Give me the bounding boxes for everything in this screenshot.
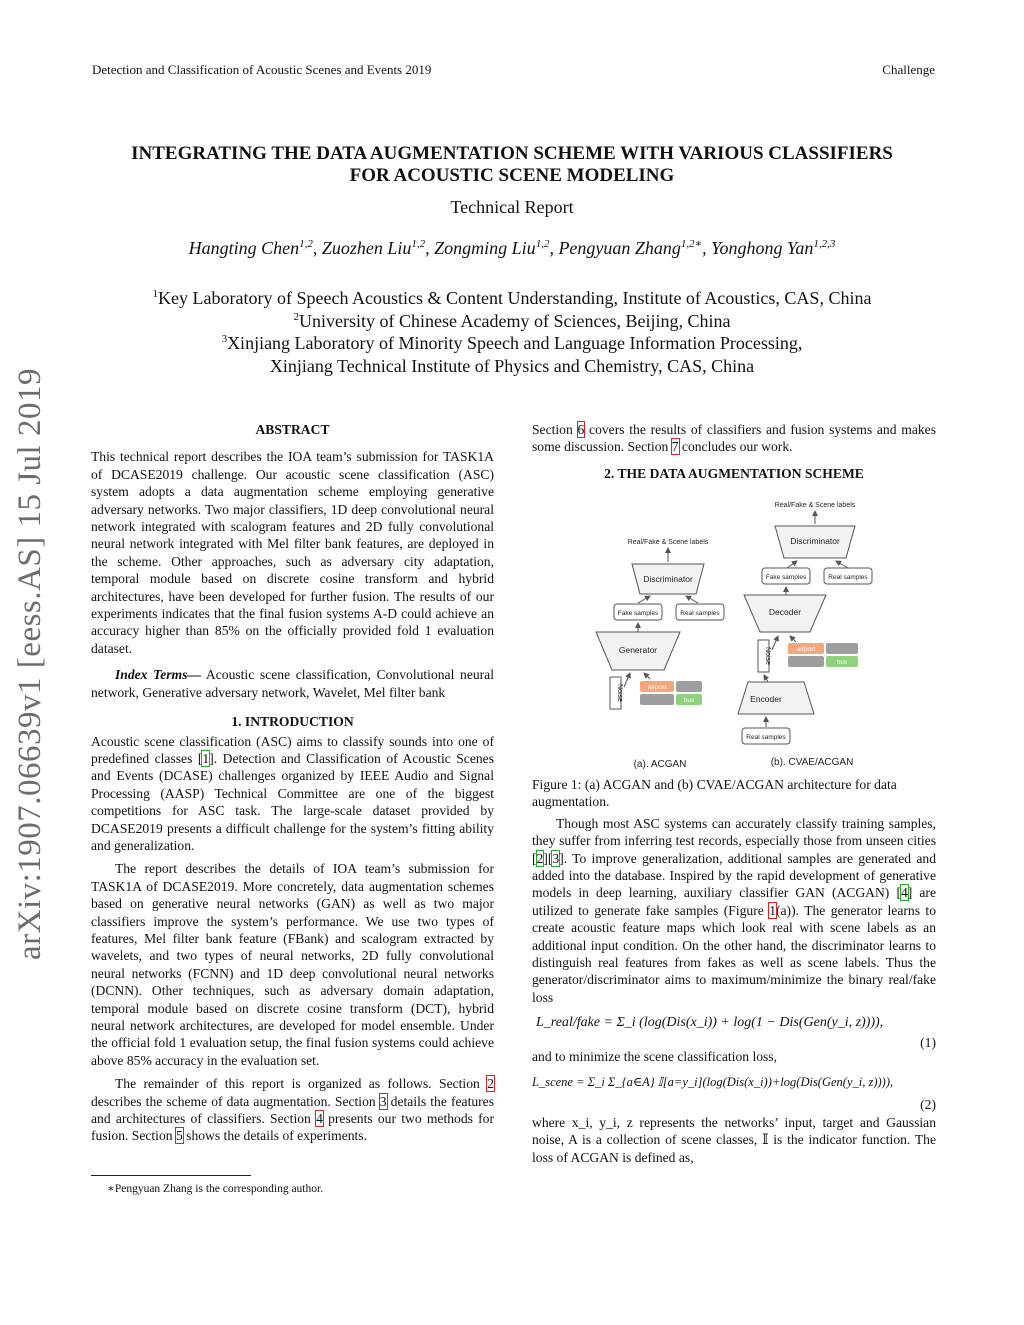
- title-line-1: INTEGRATING THE DATA AUGMENTATION SCHEME WITH VARIOUS CLASSIFIERS: [131, 143, 893, 164]
- affiliations: [0, 287, 1024, 377]
- citation-link[interactable]: 1: [202, 750, 210, 766]
- acgan-fake-samples-label: Fake samples: [617, 610, 659, 617]
- equation-1-number: (1): [920, 1035, 936, 1051]
- equation-2-row: [532, 1070, 936, 1114]
- section2-heading: 2. THE DATA AUGMENTATION SCHEME: [604, 465, 864, 481]
- running-header-left: Detection and Classification of Acoustic Scenes and Events 2019: [92, 62, 432, 77]
- cvae-real-samples-label: Real samples: [828, 574, 868, 581]
- author-sup: 1,2: [535, 238, 550, 250]
- author-list: Hangting Chen$^{1,2}$, Zuozhen Liu$^{1,2}$, Zongming Liu$^{1,2}$, Pengyuan Zhang$^{1,2∗}$, Yonghong Yan$^{1,2,3}$: [188, 238, 836, 258]
- cvae-arrow: [787, 561, 797, 568]
- section2-paragraph-2: and to minimize the scene classification loss,: [532, 1049, 777, 1065]
- affiliation-text: Key Laboratory of Speech Acoustics & Content Understanding, Institute of Acoustics, CAS, China: [158, 288, 872, 308]
- equation-2: L_scene = Σ_i Σ_{a∈A} 𝕀[a=y_i](log(Dis(x_i))+log(Dis(Gen(y_i, z)))),: [532, 1074, 894, 1089]
- footnote-text: Pengyuan Zhang is the corresponding author.: [114, 1183, 324, 1195]
- section-link[interactable]: 7: [671, 439, 679, 455]
- affiliation-text: Xinjiang Laboratory of Minority Speech and Language Information Processing,: [227, 333, 803, 353]
- affiliation-text: University of Chinese Academy of Sciences, Beijing, China: [299, 310, 731, 331]
- index-terms-label: Index Terms—: [115, 667, 201, 683]
- intro-paragraph-1: Acoustic scene classification (ASC) aims to classify sounds into one of predefined classes [1]. Detection and Classification of Acoustic Scenes and Events (DCASE) challenges organized by IEEE Audio and Signal Processing (AASP) Technical Committee are one of the biggest competitions for ASC task. The large-scale dataset provided by DCASE2019 presents a difficult challenge for the system’s fitting ability and generalization.: [91, 733, 494, 853]
- acgan-arrow: [644, 673, 650, 679]
- intro-paragraph-2: The report describes the details of IOA team’s submission for TASK1A of DCASE2019. More concretely, data augmentation schemes based on generative neural networks (GAN) as well as two major classifiers improve the system’s performance. We use two types of features, Mel filter bank feature (FBank) and scalogram extracted by wavelets, and two types of neural networks, 2D fully convolutional neural networks (FCNN) and 1D deep convolutional neural networks (DCNN). Other techniques, such as adversary domain adaptation, temporal module based on discrete cosine transform (DCT), hybrid neural network architectures, are developed for model ensemble. Under the official fold 1 evaluation setup, the final fusion systems could achieve above 85% accuracy in the evaluation set.: [91, 861, 494, 1068]
- author-sup: 1,2: [299, 238, 313, 250]
- affiliation-3b: Xinjiang Technical Institute of Physics and Chemistry, CAS, China: [269, 355, 755, 376]
- author-sup: 1,2: [411, 238, 426, 250]
- equation-1-row: [532, 1012, 936, 1051]
- arxiv-stamp: arXiv:1907.06639v1 [eess.AS] 15 Jul 2019: [12, 368, 48, 960]
- section-link[interactable]: 6: [577, 422, 585, 437]
- citation-link[interactable]: 2: [536, 850, 544, 866]
- cvae-discriminator-label: Discriminator: [790, 536, 840, 546]
- cvae-arrow: [772, 636, 778, 650]
- author-sup: 1,2,3: [813, 238, 836, 250]
- paper-title: [60, 143, 964, 187]
- affiliation-3: [0, 332, 1024, 355]
- affiliation-sup: 1: [152, 288, 159, 300]
- citation-link[interactable]: 4: [900, 885, 908, 901]
- author-name: Zongming Liu: [434, 238, 536, 258]
- author-name: Hangting Chen: [188, 238, 300, 258]
- section2-paragraph-3: where x_i, y_i, z represents the networks’ input, target and Gaussian noise, A is a collection of scene classes, 𝕀 is the indicator function. The loss of ACGAN is defined as,: [532, 1114, 936, 1165]
- cvae-arrow: [836, 561, 848, 568]
- acgan-grey-chip: [640, 694, 674, 705]
- acgan-discriminator-label: Discriminator: [643, 574, 693, 584]
- right-column-top: [532, 421, 936, 482]
- author-sup: 1,2∗: [680, 238, 703, 250]
- title-line-2: FOR ACOUSTIC SCENE MODELING: [349, 165, 675, 186]
- acgan-airport-label: airport: [647, 684, 667, 691]
- cvae-airport-label: airport: [796, 646, 816, 653]
- cvae-grey-chip: [788, 656, 824, 667]
- intro-paragraph-3: The remainder of this report is organized as follows. Section 2 describes the scheme of data augmentation. Section 3 details the features and architectures of classifiers. Section 4 presents our two methods for fusion. Section 5 shows the details of experiments.: [91, 1076, 494, 1144]
- report-type: Technical Report: [450, 197, 574, 217]
- running-header-right: Challenge: [882, 62, 935, 77]
- author-name: Zuozhen Liu: [321, 238, 412, 258]
- acgan-top-label: Real/Fake & Scene labels: [627, 539, 709, 546]
- abstract-heading: ABSTRACT: [255, 422, 330, 437]
- acgan-arrow: [624, 673, 630, 687]
- acgan-noise-label: Noise: [616, 684, 623, 702]
- figure-1: [532, 492, 936, 772]
- citation-link[interactable]: 3: [552, 850, 560, 866]
- author-name: Pengyuan Zhang: [558, 238, 681, 258]
- cvae-grey-chip: [826, 643, 858, 654]
- cvae-fake-samples-label: Fake samples: [765, 574, 807, 581]
- section-continuation: Section 6 covers the results of classifiers and fusion systems and makes some discussion. Section 7 concludes our work.: [532, 422, 936, 455]
- affiliation-sup: 3: [221, 333, 228, 345]
- intro-heading: 1. INTRODUCTION: [231, 714, 354, 730]
- cvae-top-label: Real/Fake & Scene labels: [774, 502, 856, 509]
- acgan-arrow: [686, 596, 698, 603]
- acgan-arrow: [638, 596, 650, 603]
- cvae-noise-label: Noise: [764, 647, 771, 665]
- section2-paragraph-1: Though most ASC systems can accurately classify training samples, they suffer from inferring test records, especially those from unseen cities [2][3]. To improve generalization, additional samples are generated and added into the database. Inspired by the rapid development of generative models in deep learning, auxiliary classifier GAN (ACGAN) [4] are utilized to generate fake samples (Figure 1(a)). The generator learns to create acoustic feature maps which look real with scene labels as an additional input condition. On the other hand, the discriminator learns to distinguish real features from fakes as well as scene labels. Thus the generator/discriminator aims to maximum/minimize the binary real/fake loss: [532, 815, 936, 1005]
- cvae-arrow: [790, 636, 796, 642]
- footnote: [107, 1181, 323, 1195]
- author-name: Yonghong Yan: [711, 238, 814, 258]
- right-column-body: [532, 776, 936, 1166]
- section-link[interactable]: 3: [379, 1093, 387, 1109]
- figure-link[interactable]: 1: [769, 902, 776, 918]
- acgan-real-samples-label: Real samples: [680, 610, 720, 617]
- affiliation-1: [0, 287, 1024, 310]
- affiliation-2: [0, 310, 1024, 333]
- acgan-bus-label: bus: [683, 697, 695, 704]
- footnote-symbol: ∗: [107, 1183, 115, 1195]
- acgan-generator-label: Generator: [618, 645, 658, 655]
- section-link[interactable]: 4: [316, 1111, 323, 1127]
- index-terms-text: Acoustic scene classification, Convolutional neural network, Generative adversary network, Wavelet, Mel filter bank: [91, 667, 494, 700]
- acgan-caption: (a). ACGAN: [633, 759, 687, 770]
- figure-1-caption: Figure 1: (a) ACGAN and (b) CVAE/ACGAN architecture for data augmentation.: [532, 777, 897, 810]
- equation-2-number: (2): [920, 1096, 936, 1112]
- section-link[interactable]: 5: [175, 1128, 183, 1144]
- acgan-grey-chip: [676, 681, 702, 692]
- footnote-rule: [91, 1175, 251, 1176]
- section-link[interactable]: 2: [487, 1076, 494, 1092]
- left-column: [91, 421, 494, 1145]
- equation-1: L_real/fake = Σ_i (log(Dis(x_i)) + log(1 − Dis(Gen(y_i, z)))),: [536, 1015, 884, 1031]
- cvae-real-samples-bottom-label: Real samples: [746, 734, 786, 741]
- affiliation-sup: 2: [293, 310, 300, 323]
- cvae-encoder-label: Encoder: [750, 694, 782, 704]
- cvae-bus-label: bus: [836, 659, 848, 666]
- abstract-text: This technical report describes the IOA team’s submission for TASK1A of DCASE2019 challenge. Our acoustic scene classification (ASC) system adopts a data augmentation scheme employing generative adversary networks. Two major classifiers, 1D deep convolutional neural network integrated with scalogram features and 2D fully convolutional neural network integrated with Mel filter bank features, are deployed in the scheme. Other approaches, such as adversary city adaptation, temporal module based on discrete cosine transform and hybrid architectures, have been developed for further fusion. The results of our experiments indicates that the final fusion systems A-D could achieve an accuracy higher than 85% on the officially provided fold 1 evaluation dataset.: [91, 449, 494, 656]
- index-terms: [91, 666, 494, 701]
- cvae-decoder-label: Decoder: [768, 607, 802, 617]
- cvae-arrow: [764, 675, 768, 682]
- cvae-caption: (b). CVAE/ACGAN: [770, 757, 854, 768]
